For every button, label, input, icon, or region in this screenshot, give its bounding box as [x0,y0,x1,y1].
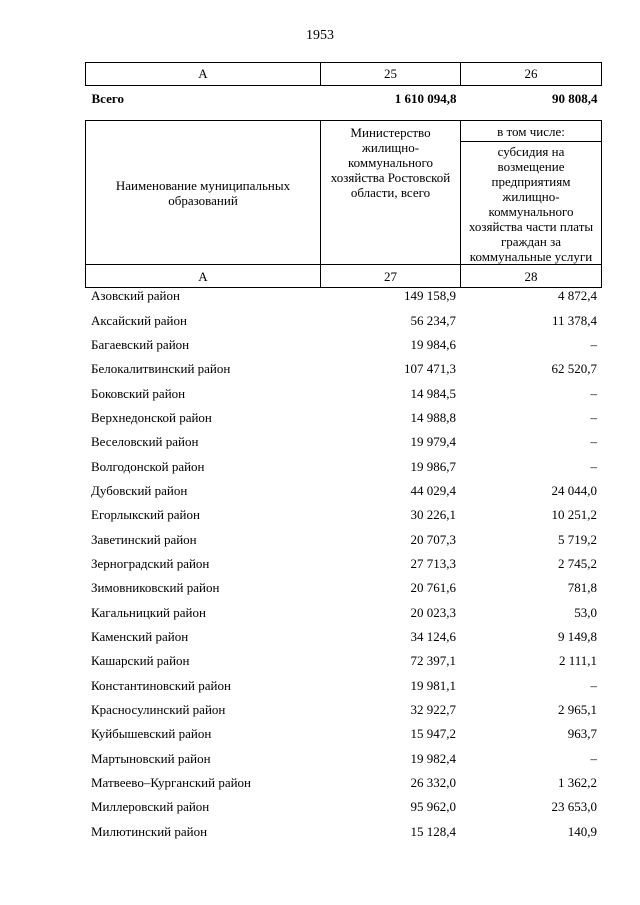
row-value-b: – [590,434,597,450]
row-name: Веселовский район [91,434,199,450]
table-row [85,284,601,308]
table-row [85,625,601,649]
page-number: 1953 [306,28,334,43]
table-row [85,430,601,454]
row-name: Зимовниковский район [91,580,220,596]
row-value-b: 781,8 [567,580,597,596]
row-name: Верхнедонской район [91,409,212,425]
row-name: Аксайский район [91,312,187,328]
row-value-a: 26 332,0 [410,775,456,791]
row-value-b: 1 362,2 [558,775,597,791]
row-value-a: 20 707,3 [410,531,456,547]
row-value-a: 19 984,6 [410,336,456,352]
row-value-b: 2 745,2 [558,555,597,571]
row-value-a: 20 023,3 [410,604,456,620]
row-value-a: 56 234,7 [410,312,456,328]
table-row [85,406,601,430]
row-value-b: 5 719,2 [558,531,597,547]
row-value-a: 19 986,7 [410,458,456,474]
row-value-a: 15 128,4 [410,823,456,839]
row-value-b: 10 251,2 [551,507,597,523]
row-name: Азовский район [91,288,180,304]
table-row [85,674,601,698]
row-name: Красносулинский район [91,702,226,718]
col-letter: А [86,63,321,86]
row-value-a: 149 158,9 [404,288,456,304]
row-value-b: – [590,677,597,693]
table-row [85,722,601,746]
top-table [85,62,602,112]
row-name: Боковский район [91,385,186,401]
total-value-a: 1 610 094,8 [394,91,457,106]
row-name: Заветинский район [91,531,197,547]
table-row [85,747,601,771]
total-value-b: 90 808,4 [552,91,598,106]
row-name: Багаевский район [91,336,190,352]
row-value-b: 11 378,4 [551,312,597,328]
total-label: Всего [91,91,124,106]
table-row [85,503,601,527]
row-value-b: – [590,458,597,474]
row-value-a: 30 226,1 [410,507,456,523]
header-letter: А [86,265,321,288]
table-row [85,576,601,600]
row-value-b: 62 520,7 [551,361,597,377]
table-row [85,357,601,381]
table-row [85,820,601,844]
row-value-a: 19 979,4 [410,434,456,450]
row-value-a: 20 761,6 [410,580,456,596]
table-row [85,600,601,624]
header-table [85,120,602,288]
header-ministry-col: Министерство жилищно-коммунального хозяйства Ростовской области, всего [321,121,461,265]
row-name: Каменский район [91,628,189,644]
row-value-a: 95 962,0 [410,799,456,815]
row-value-a: 32 922,7 [410,702,456,718]
row-value-b: 140,9 [567,823,597,839]
row-value-b: 963,7 [567,726,597,742]
row-value-b: 2 965,1 [558,702,597,718]
header-subsidy-col: субсидия на возмещение предприятиям жилищно-коммунального хозяйства части платы граждан за коммунальные услуги [461,142,602,265]
row-name: Дубовский район [91,482,188,498]
row-value-b: 2 111,1 [558,653,597,669]
row-name: Кашарский район [91,653,190,669]
row-value-a: 14 984,5 [410,385,456,401]
col-number-a: 25 [321,63,461,86]
row-value-a: 27 713,3 [410,555,456,571]
table-row [85,333,601,357]
row-name: Кагальницкий район [91,604,206,620]
table-row [85,795,601,819]
row-name: Миллеровский район [91,799,210,815]
table-row [85,698,601,722]
row-value-b: – [590,750,597,766]
row-value-a: 72 397,1 [410,653,456,669]
table-row [85,479,601,503]
row-value-b: 4 872,4 [558,288,597,304]
row-value-b: – [590,385,597,401]
row-value-b: 53,0 [574,604,597,620]
table-row [85,381,601,405]
col-number-b: 26 [461,63,602,86]
row-value-b: 24 044,0 [551,482,597,498]
table-row [85,552,601,576]
header-including: в том числе: [461,121,602,142]
row-value-a: 19 981,1 [410,677,456,693]
header-row [86,121,602,142]
row-value-a: 44 029,4 [410,482,456,498]
total-row [86,86,602,113]
row-value-b: – [590,409,597,425]
row-value-a: 14 988,8 [410,409,456,425]
table-row [85,527,601,551]
data-table [85,284,601,844]
row-value-b: 23 653,0 [551,799,597,815]
table-row [85,454,601,478]
header-col-27: 27 [321,265,461,288]
table-row [85,649,601,673]
header-col-28: 28 [461,265,602,288]
row-name: Константиновский район [91,677,231,693]
row-name: Куйбышевский район [91,726,212,742]
top-letter-row [86,63,602,86]
row-value-b: 9 149,8 [558,628,597,644]
row-name: Егорлыкский район [91,507,200,523]
row-name: Зерноградский район [91,555,210,571]
row-value-a: 107 471,3 [404,361,456,377]
row-value-a: 15 947,2 [410,726,456,742]
table-row [85,771,601,795]
row-name: Белокалитвинский район [91,361,231,377]
row-name: Милютинский район [91,823,208,839]
row-value-a: 19 982,4 [410,750,456,766]
header-name-col: Наименование муниципальных образований [86,121,321,265]
row-name: Волгодонской район [91,458,205,474]
row-value-b: – [590,336,597,352]
row-value-a: 34 124,6 [410,628,456,644]
row-name: Матвеево–Курганский район [91,775,252,791]
row-name: Мартыновский район [91,750,211,766]
table-row [85,308,601,332]
